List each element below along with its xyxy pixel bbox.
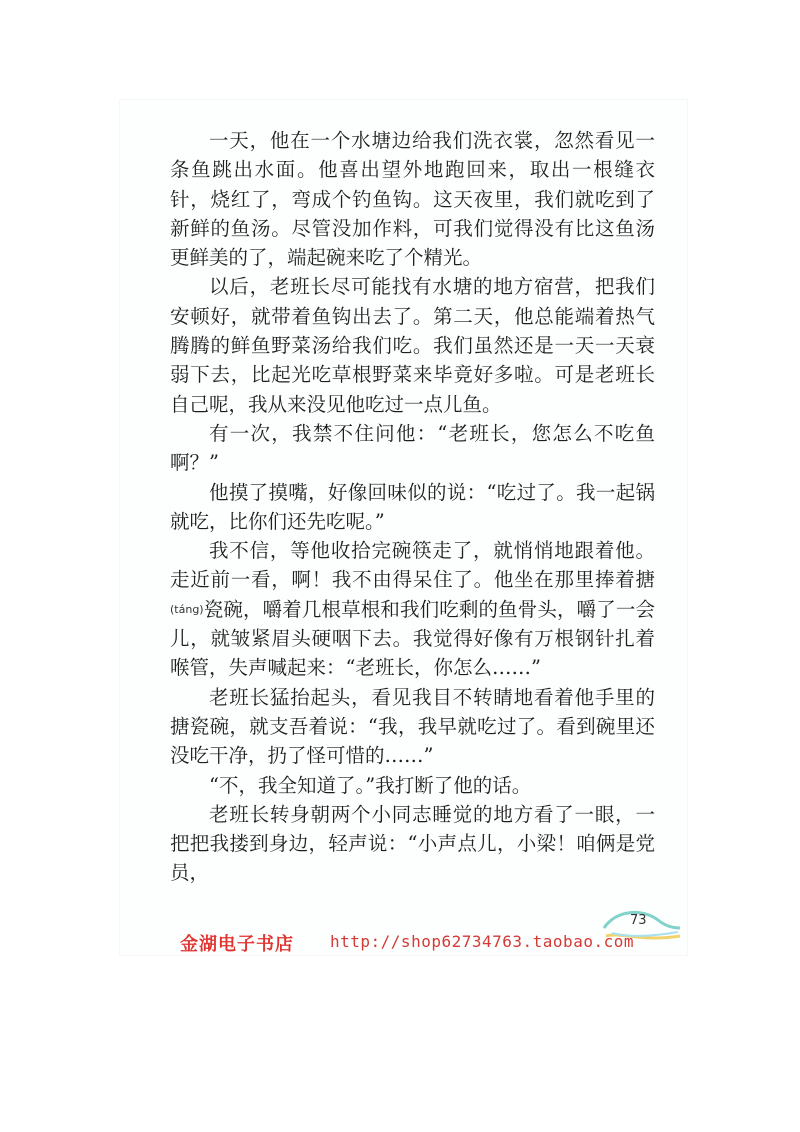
paragraph-1: 一天，他在一个水塘边给我们洗衣裳，忽然看见一条鱼跳出水面。他喜出望外地跑回来，取出一根缝衣针，烧红了，弯成个钓鱼钩。这天夜里，我们就吃到了新鲜的鱼汤。尽管没加作料，可我们觉得没有比这鱼汤更鲜美的了，端起碗来吃了个精光。 <box>170 129 655 270</box>
body-text <box>170 126 655 888</box>
footer-watermark <box>180 930 680 960</box>
store-name: 金湖电子书店 <box>180 934 294 955</box>
paragraph-5-part-2: 瓷碗，嚼着几根草根和我们吃剩的鱼骨头，嚼了一会儿，就皱紧眉头硬咽下去。我觉得好像有万根钢针扎着喉管，失声喊起来：“老班长，你怎么……” <box>170 597 655 680</box>
paragraph-5-part-1: 我不信，等他收拾完碗筷走了，就悄悄地跟着他。走近前一看，啊！我不由得呆住了。他坐在那里捧着搪 <box>170 539 655 592</box>
paragraph-6: 老班长猛抬起头，看见我目不转睛地看着他手里的搪瓷碗，就支吾着说：“我，我早就吃过了。看到碗里还没吃干净，扔了怪可惜的……” <box>170 685 655 768</box>
store-url: http://shop62734763.taobao.com <box>330 932 634 951</box>
paragraph-7: “不，我全知道了。”我打断了他的话。 <box>209 773 532 797</box>
pinyin-annotation: (táng) <box>170 602 204 616</box>
paragraph-3: 有一次，我禁不住问他：“老班长，您怎么不吃鱼啊？” <box>170 421 655 475</box>
paragraph-8: 老班长转身朝两个小同志睡觉的地方看了一眼，一把把我搂到身边，轻声说：“小声点儿，小梁！咱俩是党员， <box>170 802 655 885</box>
paragraph-5 <box>170 536 655 682</box>
page-number: 73 <box>630 913 647 928</box>
paragraph-4: 他摸了摸嘴，好像回味似的说：“吃过了。我一起锅就吃，比你们还先吃呢。” <box>170 480 655 533</box>
paragraph-2: 以后，老班长尽可能找有水塘的地方宿营，把我们安顿好，就带着鱼钩出去了。第二天，他总能端着热气腾腾的鲜鱼野菜汤给我们吃。我们虽然还是一天一天衰弱下去，比起光吃草根野菜来毕竟好多啦。可是老班长自己呢，我从来没见他吃过一点儿鱼。 <box>170 275 655 416</box>
